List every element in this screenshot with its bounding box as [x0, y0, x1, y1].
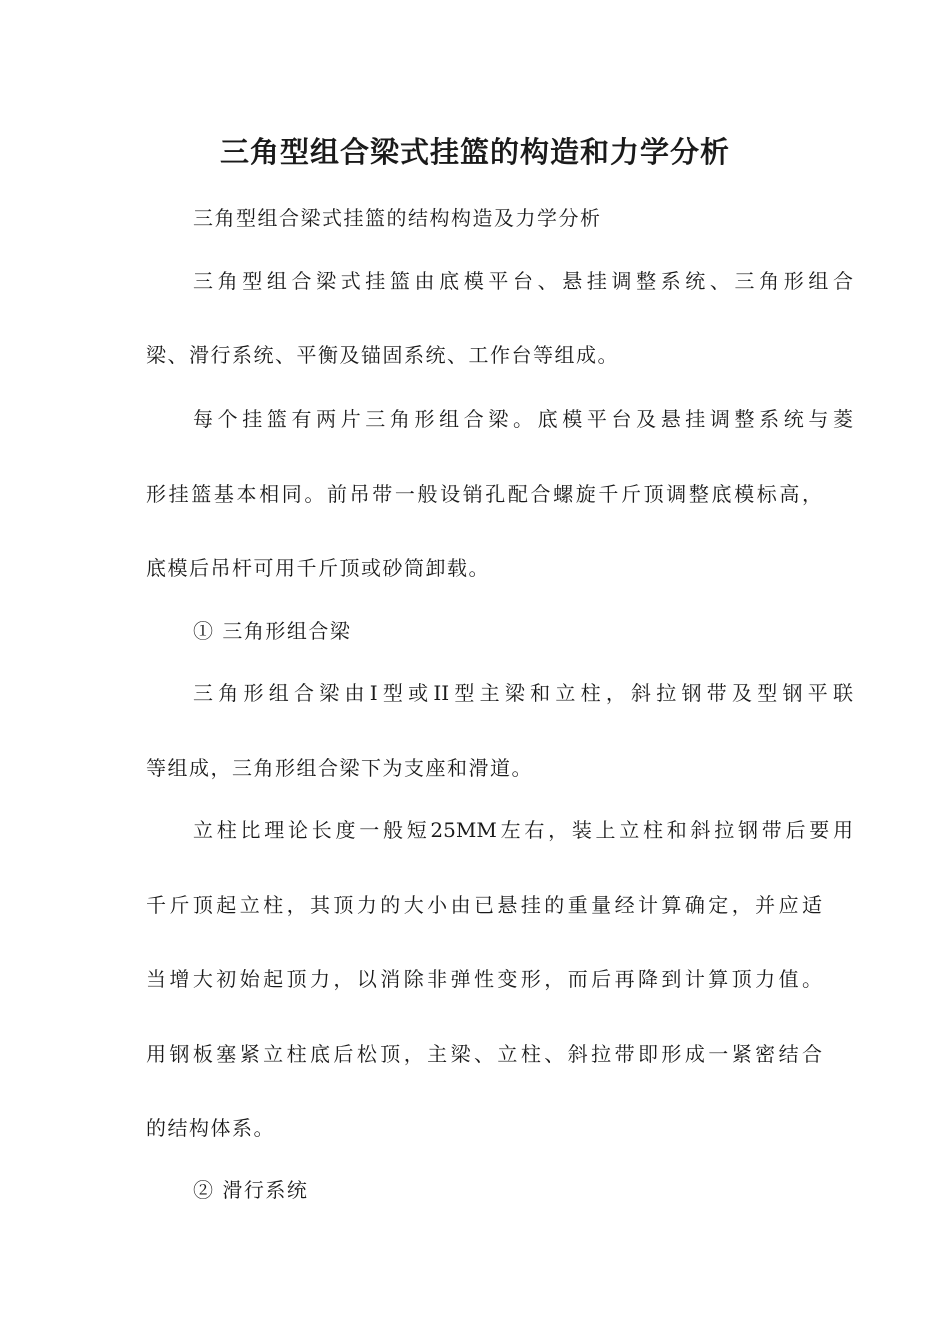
paragraph-line: 梁、滑行系统、平衡及锚固系统、工作台等组成。: [146, 343, 619, 367]
paragraph-line: 每个挂篮有两片三角形组合梁。底模平台及悬挂调整系统与菱: [193, 407, 853, 431]
paragraph-line: 底模后吊杆可用千斤顶或砂筒卸载。: [146, 556, 490, 580]
paragraph-line: 用钢板塞紧立柱底后松顶，主梁、立柱、斜拉带即形成一紧密结合: [146, 1042, 822, 1066]
paragraph-line: 等组成，三角形组合梁下为支座和滑道。: [146, 756, 533, 780]
section-heading: ② 滑行系统: [193, 1178, 309, 1202]
paragraph-line: 的结构体系。: [146, 1116, 275, 1140]
document-title: 三角型组合梁式挂篮的构造和力学分析: [219, 135, 730, 169]
paragraph-line: 形挂篮基本相同。前吊带一般设销孔配合螺旋千斤顶调整底模标高，: [146, 482, 822, 506]
paragraph-line: 三角型组合梁式挂篮由底模平台、悬挂调整系统、三角形组合: [193, 269, 853, 293]
section-heading: ① 三角形组合梁: [193, 619, 352, 643]
paragraph-line: 三角形组合梁由I型或II型主梁和立柱，斜拉钢带及型钢平联: [193, 681, 853, 705]
paragraph-line: 千斤顶起立柱，其顶力的大小由已悬挂的重量经计算确定，并应适: [146, 893, 822, 917]
subtitle-line: 三角型组合梁式挂篮的结构构造及力学分析: [193, 206, 602, 230]
paragraph-line: 立柱比理论长度一般短25MM左右，装上立柱和斜拉钢带后要用: [193, 818, 853, 842]
paragraph-line: 当增大初始起顶力，以消除非弹性变形，而后再降到计算顶力值。: [146, 967, 822, 991]
